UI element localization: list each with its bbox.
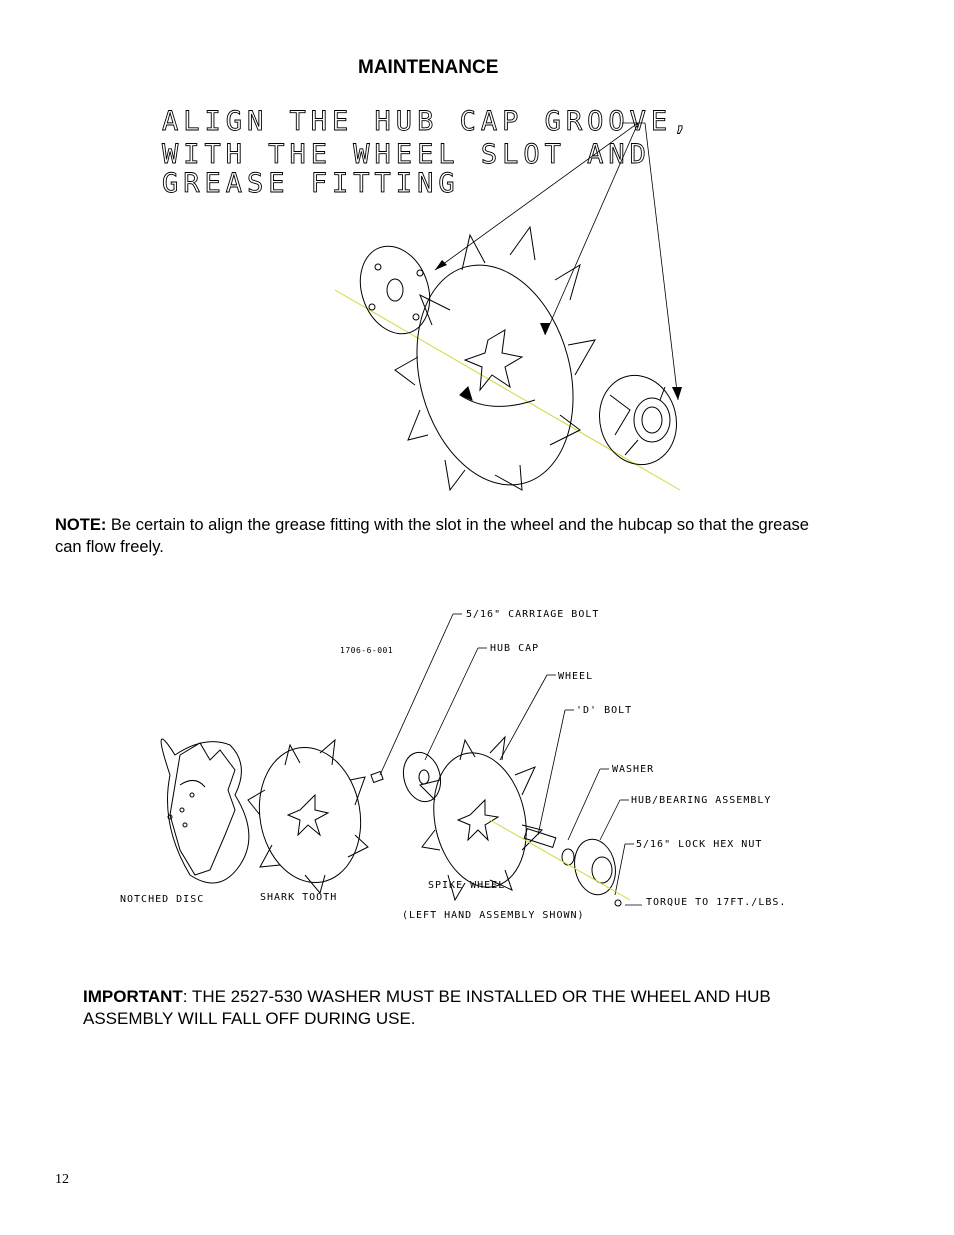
- notched-disc: [161, 739, 249, 883]
- important-label: IMPORTANT: [83, 987, 183, 1006]
- hub-cap: [349, 236, 442, 343]
- callout-carriage-bolt: 5/16" CARRIAGE BOLT: [466, 609, 600, 620]
- important-text: : THE 2527-530 WASHER MUST BE INSTALLED OR THE WHEEL AND HUB ASSEMBLY WILL FALL OFF DURING USE.: [83, 987, 771, 1028]
- exploded-assembly-diagram: [110, 595, 810, 930]
- callout-leaders: [380, 614, 642, 905]
- label-spike-wheel: SPIKE WHEEL: [428, 880, 506, 891]
- axis-line: [335, 290, 680, 490]
- callout-line-3: GREASE FITTING: [162, 168, 460, 199]
- callout-wheel: WHEEL: [558, 671, 594, 682]
- hub-cap-alignment-diagram: [150, 95, 710, 500]
- important-paragraph: [83, 986, 843, 1030]
- callout-lock-nut: 5/16" LOCK HEX NUT: [636, 839, 763, 850]
- hub-cap-part: [398, 748, 446, 806]
- note-paragraph: [55, 514, 815, 558]
- shark-tooth-disc: [248, 739, 371, 893]
- page-title: MAINTENANCE: [358, 57, 499, 78]
- carriage-bolt: [371, 772, 383, 783]
- hub-bearing-assembly: [570, 835, 621, 898]
- note-label: NOTE:: [55, 516, 107, 534]
- hub-bearing: [590, 367, 687, 474]
- spike-wheel: [420, 737, 542, 900]
- label-shark-tooth: SHARK TOOTH: [260, 892, 338, 903]
- callout-d-bolt: 'D' BOLT: [576, 705, 633, 716]
- lock-hex-nut: [615, 900, 621, 906]
- label-notched-disc: NOTCHED DISC: [120, 894, 205, 905]
- assembly-note: (LEFT HAND ASSEMBLY SHOWN): [402, 910, 585, 921]
- callout-hub-bearing: HUB/BEARING ASSEMBLY: [631, 795, 772, 806]
- page-number: 12: [55, 1172, 69, 1187]
- part-number: 1706-6-001: [340, 646, 394, 655]
- callout-line-2: WITH THE WHEEL SLOT AND: [162, 139, 651, 170]
- callout-washer: WASHER: [612, 764, 655, 775]
- callout-torque: TORQUE TO 17FT./LBS.: [646, 897, 787, 908]
- shark-tooth-wheel: [394, 227, 597, 500]
- callout-hub-cap: HUB CAP: [490, 643, 540, 654]
- callout-line-1: ALIGN THE HUB CAP GROOVE,: [162, 106, 694, 137]
- note-text: Be certain to align the grease fitting with the slot in the wheel and the hubcap so that the grease can flow freely.: [55, 516, 809, 556]
